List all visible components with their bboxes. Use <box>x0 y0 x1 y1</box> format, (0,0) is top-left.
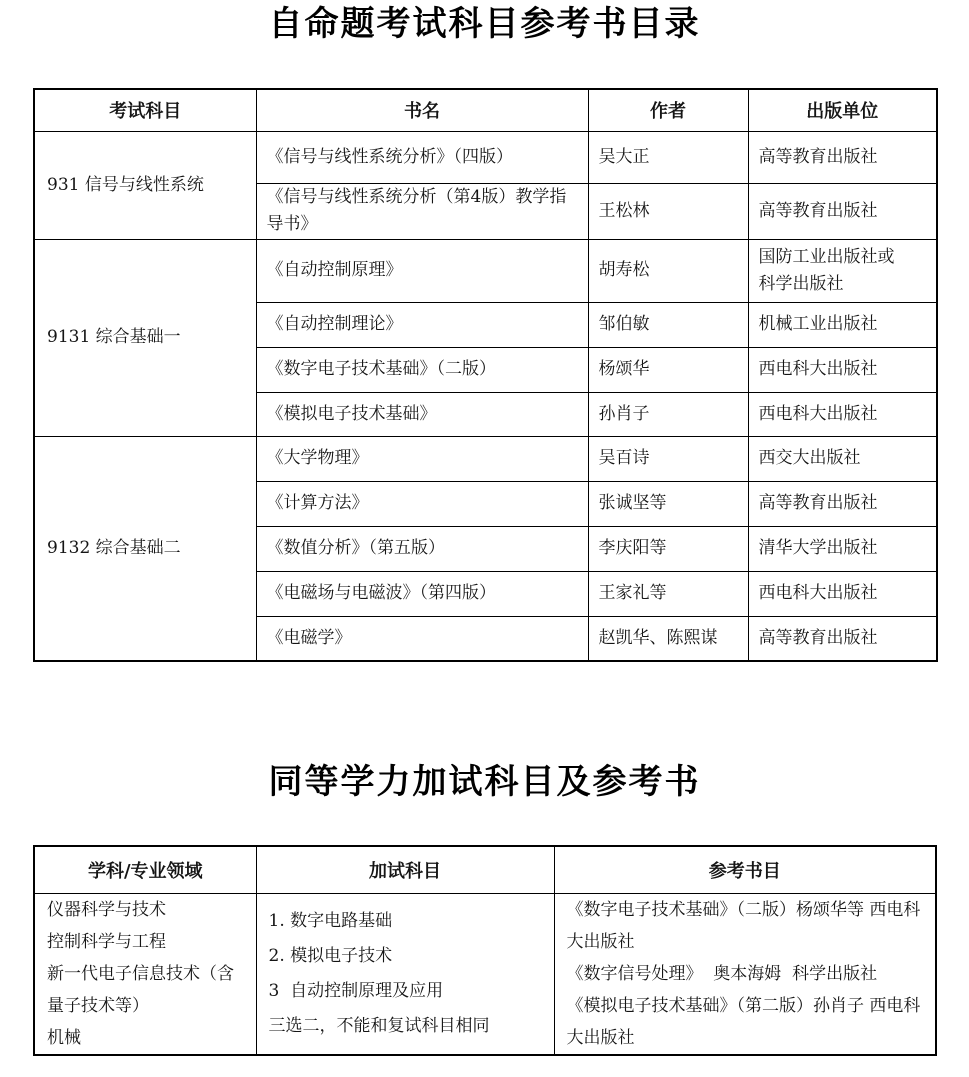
book-title-cell: 《信号与线性系统分析（第4版）教学指导书》 <box>256 183 588 239</box>
discipline-line: 新一代电子信息技术（含量子技术等） <box>47 963 234 1016</box>
author-cell: 胡寿松 <box>588 239 748 302</box>
book-title-cell: 《数字电子技术基础》（二版） <box>256 347 588 392</box>
book-title-cell: 《电磁学》 <box>256 616 588 661</box>
publisher-cell: 西电科大出版社 <box>748 347 937 392</box>
publisher-cell: 西电科大出版社 <box>748 571 937 616</box>
author-cell: 邹伯敏 <box>588 302 748 347</box>
discipline-line: 控制科学与工程 <box>47 931 166 952</box>
column-header-reference-books: 参考书目 <box>554 846 936 893</box>
exam-subject-cell: 9132 综合基础二 <box>34 436 256 661</box>
publisher-cell: 高等教育出版社 <box>748 481 937 526</box>
exam-subject-cell: 931 信号与线性系统 <box>34 131 256 239</box>
column-header-book-title: 书名 <box>256 89 588 131</box>
book-title-cell: 《计算方法》 <box>256 481 588 526</box>
discipline-cell <box>34 893 256 1055</box>
column-header-discipline: 学科/专业领域 <box>34 846 256 893</box>
book-title-cell: 《电磁场与电磁波》（第四版） <box>256 571 588 616</box>
column-header-author: 作者 <box>588 89 748 131</box>
table-header-row <box>34 846 936 893</box>
additional-test-table <box>33 845 937 1056</box>
subject-line: 3 自动控制原理及应用 <box>268 980 444 1001</box>
author-cell: 赵凯华、陈熙谋 <box>588 616 748 661</box>
publisher-cell: 国防工业出版社或科学出版社 <box>748 239 937 302</box>
author-cell: 王松林 <box>588 183 748 239</box>
publisher-cell: 西电科大出版社 <box>748 392 937 436</box>
reference-line: 《数字电子技术基础》（二版）杨颂华等 西电科大出版社 <box>566 899 921 952</box>
publisher-cell: 西交大出版社 <box>748 436 937 481</box>
exam-subject-cell: 9131 综合基础一 <box>34 239 256 436</box>
publisher-cell: 高等教育出版社 <box>748 183 937 239</box>
reference-books-table <box>33 88 938 662</box>
author-cell: 孙肖子 <box>588 392 748 436</box>
additional-subjects-cell <box>256 893 554 1055</box>
reference-books-cell <box>554 893 936 1055</box>
column-header-exam-subject: 考试科目 <box>34 89 256 131</box>
book-title-cell: 《模拟电子技术基础》 <box>256 392 588 436</box>
table-row <box>34 239 937 302</box>
discipline-line: 仪器科学与技术 <box>47 899 166 920</box>
book-title-cell: 《大学物理》 <box>256 436 588 481</box>
page-title-self-proposed: 自命题考试科目参考书目录 <box>268 4 701 44</box>
page-title-equivalent-ability: 同等学力加试科目及参考书 <box>268 762 701 802</box>
subject-line: 三选二，不能和复试科目相同 <box>268 1015 490 1036</box>
table-row <box>34 436 937 481</box>
book-title-cell: 《自动控制理论》 <box>256 302 588 347</box>
author-cell: 吴百诗 <box>588 436 748 481</box>
book-title-cell: 《自动控制原理》 <box>256 239 588 302</box>
publisher-cell: 高等教育出版社 <box>748 131 937 183</box>
table-header-row <box>34 89 937 131</box>
publisher-cell: 机械工业出版社 <box>748 302 937 347</box>
publisher-cell: 清华大学出版社 <box>748 526 937 571</box>
reference-line: 《模拟电子技术基础》（第二版）孙肖子 西电科大出版社 <box>566 995 921 1048</box>
author-cell: 杨颂华 <box>588 347 748 392</box>
book-title-cell: 《数值分析》（第五版） <box>256 526 588 571</box>
author-cell: 李庆阳等 <box>588 526 748 571</box>
table-row <box>34 131 937 183</box>
table-row <box>34 893 936 1055</box>
author-cell: 张诚坚等 <box>588 481 748 526</box>
author-cell: 王家礼等 <box>588 571 748 616</box>
book-title-cell: 《信号与线性系统分析》（四版） <box>256 131 588 183</box>
subject-line: 1. 数字电路基础 <box>268 910 393 931</box>
column-header-additional-subjects: 加试科目 <box>256 846 554 893</box>
discipline-line: 机械 <box>47 1027 81 1048</box>
subject-line: 2. 模拟电子技术 <box>268 945 393 966</box>
column-header-publisher: 出版单位 <box>748 89 937 131</box>
reference-line: 《数字信号处理》 奥本海姆 科学出版社 <box>566 963 878 984</box>
publisher-cell: 高等教育出版社 <box>748 616 937 661</box>
author-cell: 吴大正 <box>588 131 748 183</box>
